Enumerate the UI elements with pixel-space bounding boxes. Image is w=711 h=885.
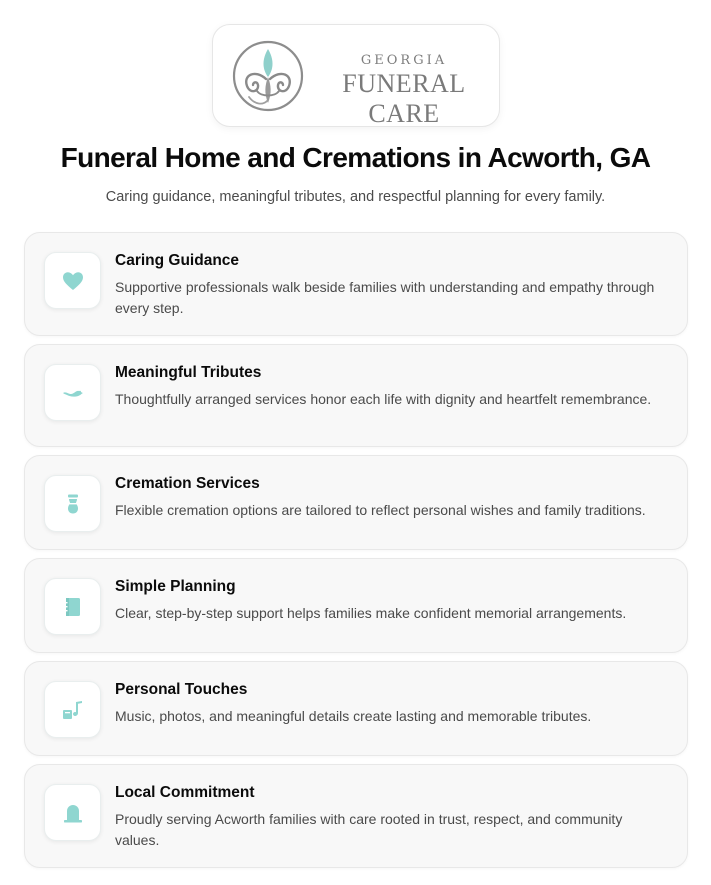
urn-icon	[61, 492, 85, 516]
logo-text-funeral-care: FUNERAL CARE	[342, 69, 466, 128]
feature-title: Cremation Services	[115, 475, 260, 492]
fleur-de-lis-logo-icon	[231, 39, 305, 113]
feature-card-local-commitment	[24, 764, 688, 868]
feature-icon-box	[44, 252, 101, 309]
dove-icon	[61, 381, 85, 405]
feature-title: Local Commitment	[115, 784, 255, 801]
feature-title: Personal Touches	[115, 681, 248, 698]
page-title: Funeral Home and Cremations in Acworth, GA	[60, 142, 651, 173]
feature-card-meaningful-tributes	[24, 344, 688, 447]
logo-text-georgia: GEORGIA	[360, 53, 448, 68]
feature-icon-box	[44, 364, 101, 421]
feature-description: Supportive professionals walk beside families with understanding and empathy through every step.	[115, 279, 655, 316]
feature-description: Proudly serving Acworth families with care rooted in trust, respect, and community values.	[115, 811, 623, 848]
feature-description: Clear, step-by-step support helps families make confident memorial arrangements.	[115, 605, 627, 621]
feature-card-simple-planning	[24, 558, 688, 653]
feature-title: Simple Planning	[115, 578, 236, 595]
feature-icon-box	[44, 475, 101, 532]
feature-description: Flexible cremation options are tailored to reflect personal wishes and family traditions.	[115, 502, 646, 518]
page-subtitle: Caring guidance, meaningful tributes, and respectful planning for every family.	[105, 189, 606, 205]
feature-icon-box	[44, 578, 101, 635]
feature-icon-box	[44, 681, 101, 738]
feature-card-personal-touches	[24, 661, 688, 756]
heart-icon	[61, 269, 85, 293]
feature-card-cremation-services	[24, 455, 688, 550]
feature-title: Meaningful Tributes	[115, 364, 262, 381]
feature-description: Thoughtfully arranged services honor each life with dignity and heartfelt remembrance.	[115, 391, 652, 407]
logo-card[interactable]	[212, 24, 500, 127]
feature-description: Music, photos, and meaningful details create lasting and memorable tributes.	[115, 708, 592, 724]
feature-card-caring-guidance	[24, 232, 688, 336]
feature-icon-box	[44, 784, 101, 841]
book-icon	[61, 595, 85, 619]
feature-title: Caring Guidance	[115, 252, 240, 269]
headstone-icon	[61, 801, 85, 825]
music-icon	[61, 698, 85, 722]
